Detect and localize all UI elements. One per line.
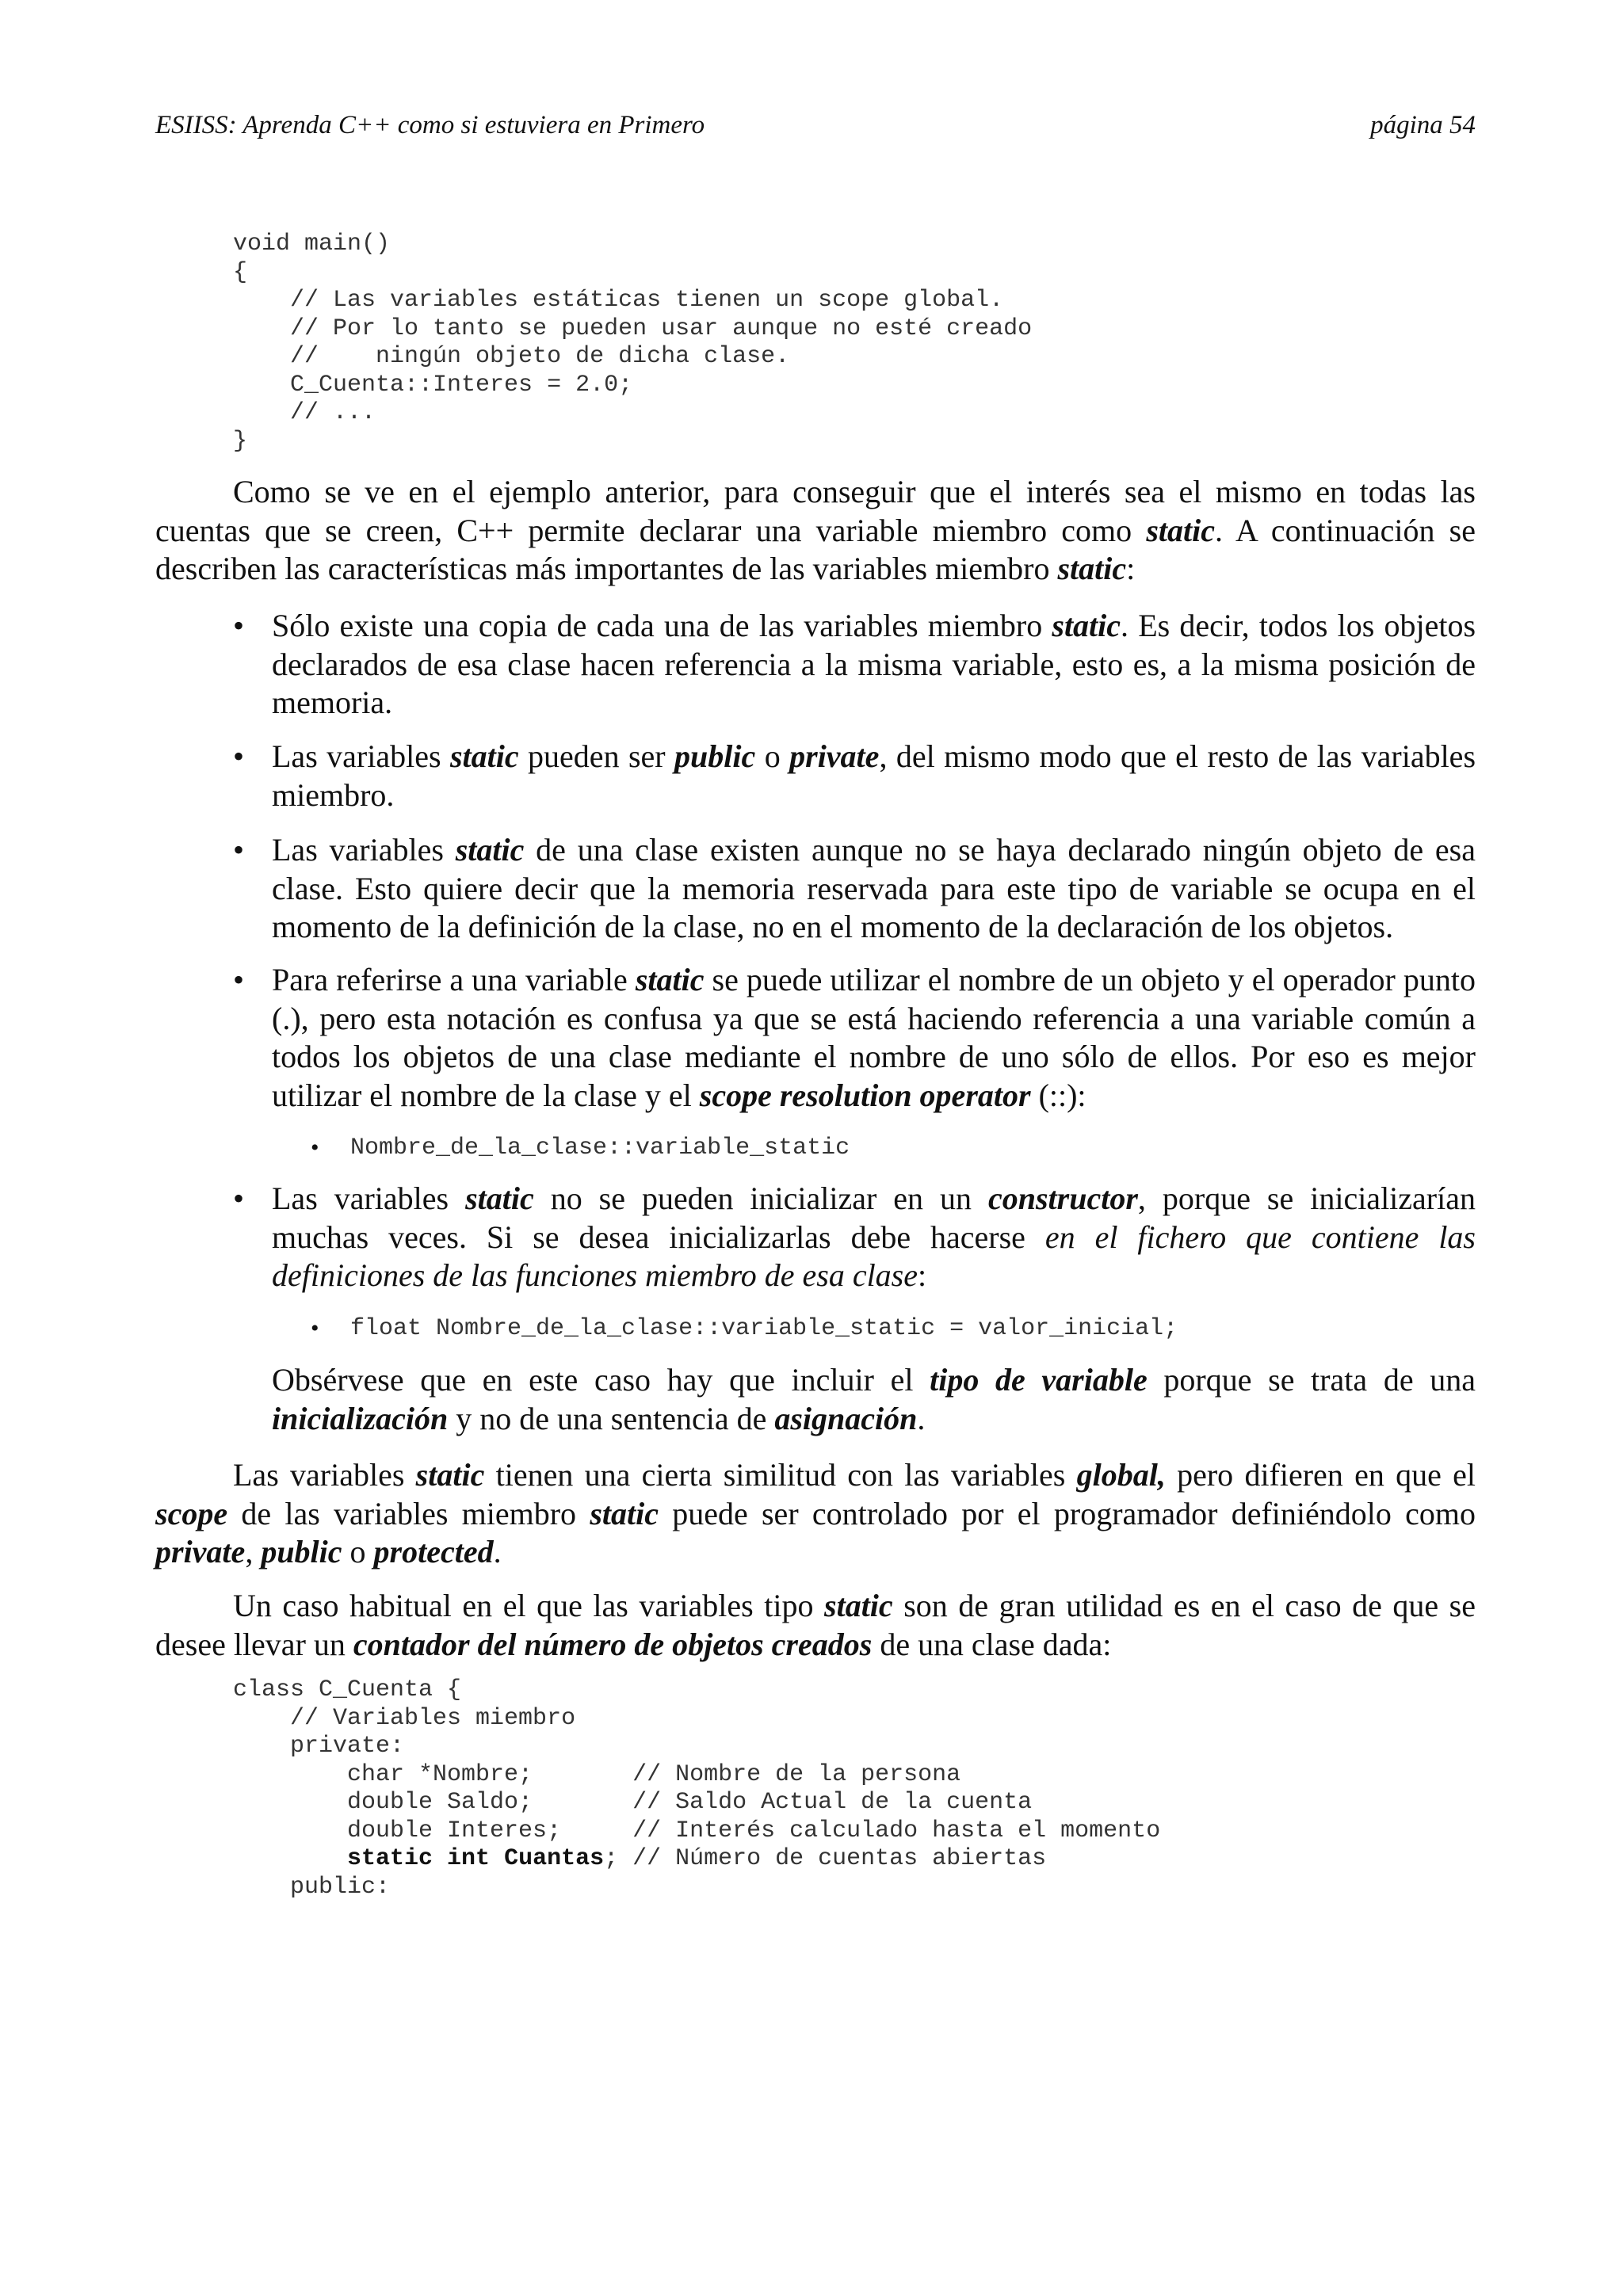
code-block-main: void main() { // Las variables estáticas tienen un scope global. // Por lo tanto se pueden usar aunque no esté creado // ningún objeto de dicha clase. C_Cuenta::Interes = 2.0; // ... } (233, 231, 1033, 455)
code-line: static int Cuantas; // Número de cuentas abiertas (347, 1845, 1047, 1872)
bullet-existence: Las variables static de una clase existen aunque no se haya declarado ningún objeto de esa clase. Esto quiere decir que la memoria reservada para este tipo de variable se ocupa en el momento de la definición de la clase, no en el momento de la declaración de los objetos. (272, 832, 1476, 944)
bullet-marker: • (233, 738, 245, 774)
sub-bullet-marker: • (311, 1315, 319, 1341)
header-page-number: página 54 (1370, 111, 1476, 139)
paragraph-static-intro: Como se ve en el ejemplo anterior, para conseguir que el interés sea el mismo en todas las cuentas que se creen, C++ permite declarar una variable miembro como static. A continuación se describen las características más importantes de las variables miembro static: (155, 474, 1476, 586)
code-line: char *Nombre; // Nombre de la persona (233, 1760, 961, 1788)
bullet-marker: • (233, 832, 245, 868)
code-line: class C_Cuenta { (233, 1676, 462, 1703)
bullet-reference: Para referirse a una variable static se puede utilizar el nombre de un objeto y el operador punto (.), pero esta notación es confusa ya que se está haciendo referencia a una variable común a todos los objetos de una clase mediante el nombre de uno sólo de ellos. Por eso es mejor utilizar el nombre de la clase y el scope resolution operator (::): (272, 962, 1476, 1113)
document-page (155, 0, 1476, 2296)
bullet-marker: • (233, 1180, 245, 1216)
bullet-single-copy: Sólo existe una copia de cada una de las variables miembro static. Es decir, todos los objetos declarados de esa clase hacen referencia a la misma variable, esto es, a la misma posición de memoria. (272, 608, 1476, 720)
code-line: private: (233, 1733, 405, 1760)
bullet-public-private: Las variables static pueden ser public o private, del mismo modo que el resto de las variables miembro. (272, 738, 1476, 813)
bullet-marker: • (233, 608, 245, 643)
sub-bullet-marker: • (311, 1135, 319, 1161)
paragraph-initialization-note: Obsérvese que en este caso hay que incluir el tipo de variable porque se trata de una inicialización y no de una sentencia de asignación. (272, 1362, 1476, 1436)
paragraph-global-comparison: Las variables static tienen una cierta similitud con las variables global, pero difieren en que el scope de las variables miembro static puede ser controlado por el programador definiéndolo como private, public o protected. (155, 1457, 1476, 1569)
code-initialization: float Nombre_de_la_clase::variable_static = valor_inicial; (350, 1315, 1178, 1342)
bullet-marker: • (233, 962, 245, 997)
code-block-class (233, 1676, 1160, 1901)
code-line: // Variables miembro (233, 1704, 576, 1732)
code-line: double Saldo; // Saldo Actual de la cuenta (233, 1789, 1033, 1816)
header-title: ESIISS: Aprenda C++ como si estuviera en Primero (155, 111, 705, 139)
paragraph-counter-example: Un caso habitual en el que las variables tipo static son de gran utilidad es en el caso de que se desee llevar un contador del número de objetos creados de una clase dada: (155, 1588, 1476, 1662)
bullet-initialization: Las variables static no se pueden inicializar en un constructor, porque se inicializarían muchas veces. Si se desea inicializarlas debe hacerse en el fichero que contiene las definiciones de las funciones miembro de esa clase: (272, 1180, 1476, 1293)
code-scope-resolution: Nombre_de_la_clase::variable_static (350, 1135, 850, 1161)
code-line: public: (233, 1873, 391, 1901)
code-line: double Interes; // Interés calculado hasta el momento (233, 1817, 1161, 1844)
